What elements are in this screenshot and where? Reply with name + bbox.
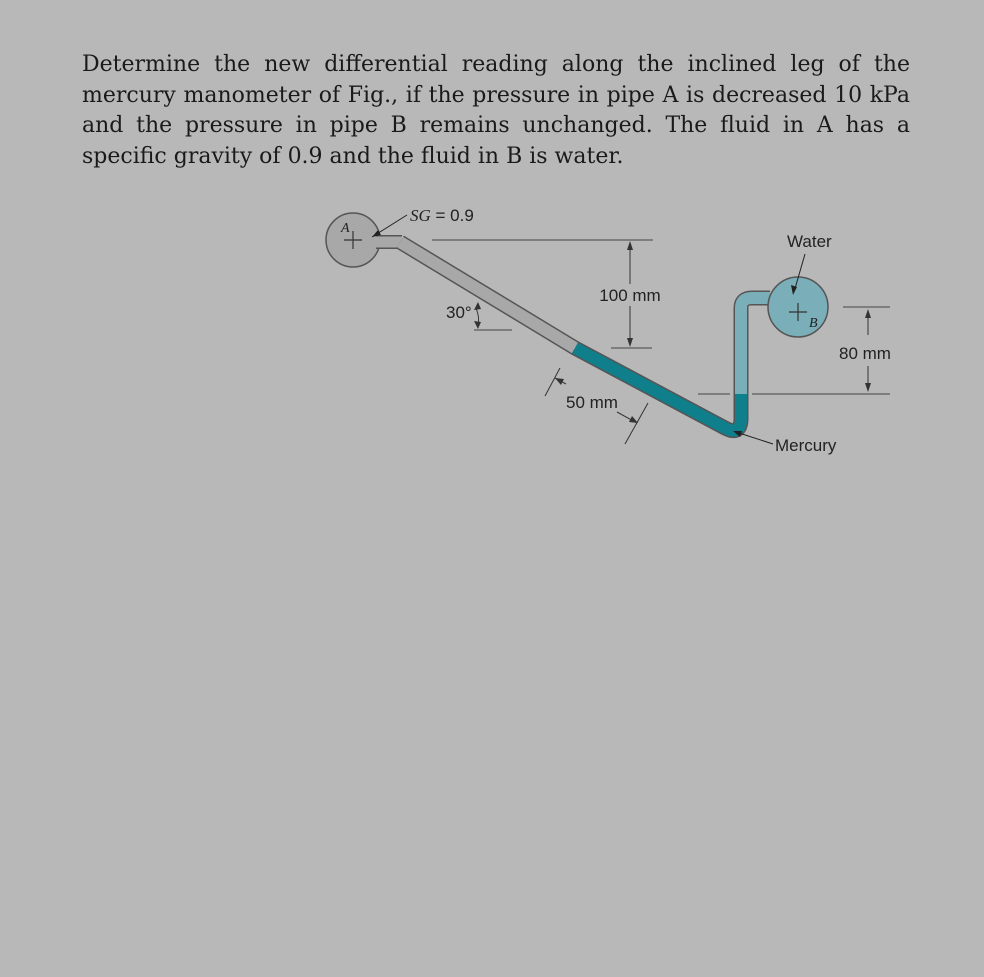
mercury-label: Mercury — [775, 436, 837, 455]
water-leg — [741, 298, 770, 394]
dim-50-label: 50 mm — [566, 393, 618, 412]
dim-100-arrow-down — [627, 338, 633, 347]
dim-50-tick-upper — [545, 368, 560, 396]
sg-prefix: SG — [410, 206, 431, 225]
dim-80-label: 80 mm — [839, 344, 891, 363]
dim-100-arrow-up — [627, 241, 633, 250]
dim-50-arrow-lower — [629, 416, 638, 423]
water-label: Water — [787, 232, 832, 251]
sg-label — [410, 206, 474, 225]
dim-80-arrow-down — [865, 383, 871, 392]
mercury-leader-line — [736, 432, 773, 444]
dim-80-arrow-up — [865, 309, 871, 318]
problem-statement: Determine the new differential reading along the inclined leg of the mercury manometer of Fig., if the pressure in pipe A is decreased 10 kPa and the pressure in pipe B remains unchanged. The fluid in A has a specific gravity of 0.9 and the fluid in B is water. — [82, 52, 910, 169]
pipe-b-label: B — [809, 316, 818, 331]
angle-arrow-bottom — [474, 321, 481, 329]
pipe-a-label: A — [341, 221, 350, 236]
mercury-column — [575, 348, 741, 431]
sg-value: = 0.9 — [430, 206, 474, 225]
angle-arrow-top — [474, 302, 481, 310]
dim-50-arrow-upper — [555, 378, 564, 385]
dim-50-tick-lower — [625, 403, 648, 444]
angle-label: 30° — [446, 303, 472, 322]
fluid-a-column — [400, 242, 575, 348]
dim-100-label: 100 mm — [599, 286, 661, 305]
